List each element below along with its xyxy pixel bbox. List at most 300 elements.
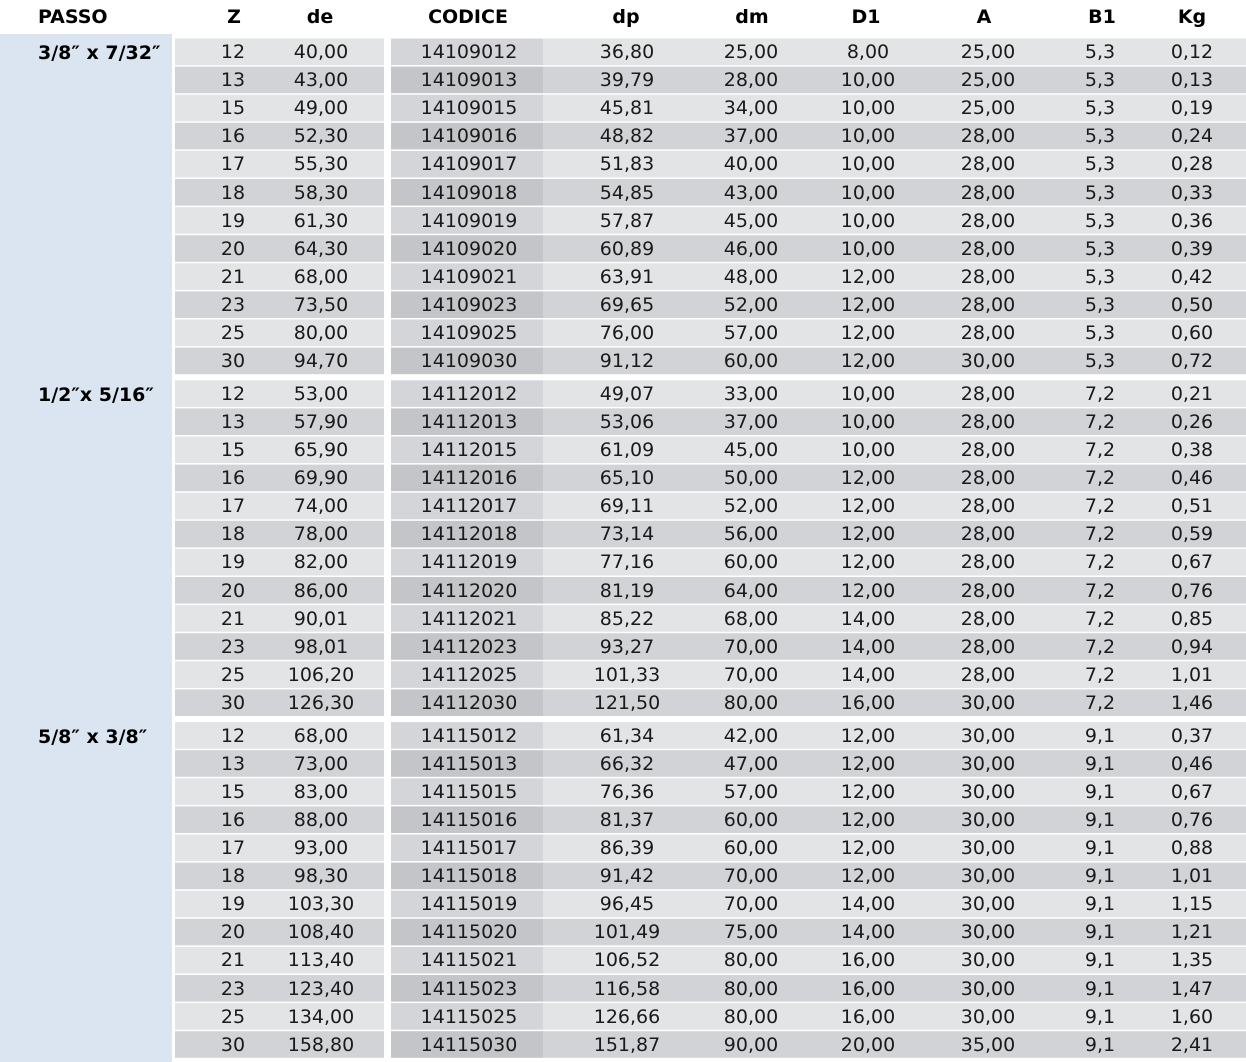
table-cell: 14112016: [420, 467, 518, 490]
table-cell: 30,00: [960, 837, 1016, 859]
table-cell: 16,00: [840, 977, 896, 1000]
table-cell: 14112017: [420, 495, 518, 518]
table-cell: 18: [220, 865, 246, 888]
table-cell: 61,30: [293, 209, 349, 232]
table-cell: 10,00: [840, 69, 896, 92]
table-cell: 70,00: [723, 893, 779, 916]
table-cell: 86,00: [293, 579, 349, 602]
table-cell: 70,00: [723, 635, 779, 658]
table-cell: 28,00: [960, 579, 1016, 602]
table-cell: 14115015: [420, 780, 518, 803]
table-cell: 14109017: [420, 153, 518, 176]
table-cell: 14,00: [840, 893, 896, 916]
table-cell: 14109030: [420, 350, 518, 373]
table-cell: 0,76: [1170, 808, 1214, 831]
col-header-passo: PASSO: [38, 6, 108, 28]
table-cell: 158,80: [287, 1033, 355, 1056]
table-cell: 40,00: [723, 153, 779, 176]
table-cell: 9,1: [1084, 893, 1116, 916]
table-cell: 83,00: [293, 780, 349, 803]
table-cell: 14109021: [420, 265, 518, 288]
table-cell: 0,50: [1170, 293, 1214, 316]
table-cell: 28,00: [960, 495, 1016, 518]
col-header-codice: CODICE: [428, 6, 508, 28]
table-cell: 57,00: [723, 780, 779, 803]
col-header-dm: dm: [735, 6, 769, 28]
table-cell: 60,89: [599, 237, 655, 260]
table-cell: 0,38: [1170, 439, 1214, 461]
table-cell: 76,00: [599, 322, 655, 344]
table-cell: 28,00: [960, 382, 1016, 405]
table-cell: 14112030: [420, 691, 518, 714]
table-cell: 20: [220, 921, 246, 944]
table-cell: 12,00: [840, 579, 896, 602]
table-cell: 75,00: [723, 921, 779, 944]
table-cell: 14112021: [420, 607, 518, 630]
table-cell: 14109025: [420, 322, 518, 344]
table-cell: 14,00: [840, 635, 896, 658]
table-cell: 151,87: [593, 1033, 661, 1056]
table-cell: 25: [220, 663, 246, 686]
table-cell: 13: [220, 410, 246, 433]
table-cell: 10,00: [840, 181, 896, 204]
table-cell: 14112020: [420, 579, 518, 602]
table-cell: 14112025: [420, 663, 518, 686]
table-cell: 0,12: [1170, 41, 1214, 63]
table-cell: 1,01: [1170, 865, 1214, 888]
table-cell: 64,30: [293, 237, 349, 260]
table-cell: 5,3: [1084, 69, 1116, 92]
table-cell: 0,59: [1170, 523, 1214, 546]
table-cell: 14112013: [420, 410, 518, 433]
table-cell: 1,15: [1170, 893, 1214, 916]
table-cell: 63,91: [599, 265, 655, 288]
table-cell: 14112018: [420, 523, 518, 546]
table-cell: 5,3: [1084, 237, 1116, 260]
table-cell: 30,00: [960, 780, 1016, 803]
table-cell: 9,1: [1084, 752, 1116, 775]
table-cell: 12,00: [840, 808, 896, 831]
table-cell: 14115019: [420, 893, 518, 916]
table-cell: 134,00: [287, 1005, 355, 1028]
table-cell: 23: [220, 977, 246, 1000]
table-cell: 28,00: [960, 439, 1016, 461]
table-cell: 30: [220, 1033, 246, 1056]
table-cell: 80,00: [723, 691, 779, 714]
table-cell: 25,00: [960, 97, 1016, 120]
table-cell: 0,42: [1170, 265, 1214, 288]
table-cell: 28,00: [960, 635, 1016, 658]
table-cell: 30,00: [960, 350, 1016, 373]
table-cell: 0,19: [1170, 97, 1214, 120]
table-cell: 108,40: [287, 921, 355, 944]
table-cell: 12,00: [840, 837, 896, 859]
table-cell: 0,94: [1170, 635, 1214, 658]
table-cell: 9,1: [1084, 977, 1116, 1000]
table-cell: 61,09: [599, 439, 655, 461]
table-cell: 21: [220, 265, 246, 288]
table-cell: 12,00: [840, 467, 896, 490]
table-cell: 60,00: [723, 551, 779, 574]
table-cell: 14109018: [420, 181, 518, 204]
table-cell: 0,67: [1170, 551, 1214, 574]
table-cell: 85,22: [599, 607, 655, 630]
table-cell: 21: [220, 607, 246, 630]
table-cell: 17: [220, 495, 246, 518]
table-cell: 88,00: [293, 808, 349, 831]
col-header-d1: D1: [851, 6, 881, 28]
table-cell: 28,00: [960, 551, 1016, 574]
table-cell: 116,58: [593, 977, 661, 1000]
table-cell: 0,28: [1170, 153, 1214, 176]
table-cell: 5,3: [1084, 181, 1116, 204]
table-cell: 5,3: [1084, 265, 1116, 288]
table-cell: 80,00: [723, 949, 779, 972]
table-cell: 106,52: [593, 949, 661, 972]
table-cell: 57,87: [599, 209, 655, 232]
table-cell: 126,30: [287, 691, 355, 714]
table-cell: 48,82: [599, 125, 655, 148]
table-cell: 73,14: [599, 523, 655, 546]
table-cell: 0,33: [1170, 181, 1214, 204]
table-cell: 10,00: [840, 153, 896, 176]
table-cell: 30,00: [960, 921, 1016, 944]
table-cell: 45,00: [723, 209, 779, 232]
table-cell: 28,00: [723, 69, 779, 92]
table-cell: 65,10: [599, 467, 655, 490]
table-cell: 53,00: [293, 382, 349, 405]
table-cell: 52,00: [723, 293, 779, 316]
table-cell: 7,2: [1084, 523, 1116, 546]
table-cell: 23: [220, 293, 246, 316]
table-cell: 58,30: [293, 181, 349, 204]
table-cell: 2,41: [1170, 1033, 1214, 1056]
table-cell: 34,00: [723, 97, 779, 120]
table-cell: 43,00: [293, 69, 349, 92]
table-cell: 68,00: [723, 607, 779, 630]
table-cell: 12,00: [840, 350, 896, 373]
table-cell: 7,2: [1084, 410, 1116, 433]
col-header-dp: dp: [612, 6, 640, 28]
table-cell: 35,00: [960, 1033, 1016, 1056]
table-cell: 33,00: [723, 382, 779, 405]
table-cell: 16: [220, 125, 246, 148]
table-cell: 12,00: [840, 523, 896, 546]
table-cell: 54,85: [599, 181, 655, 204]
table-cell: 14112023: [420, 635, 518, 658]
table-cell: 9,1: [1084, 724, 1116, 747]
table-cell: 15: [220, 97, 246, 120]
table-cell: 68,00: [293, 724, 349, 747]
table-cell: 93,00: [293, 837, 349, 859]
table-cell: 16,00: [840, 1005, 896, 1028]
table-cell: 10,00: [840, 97, 896, 120]
table-cell: 0,46: [1170, 467, 1214, 490]
table-cell: 5,3: [1084, 293, 1116, 316]
table-cell: 1,47: [1170, 977, 1214, 1000]
table-cell: 14109013: [420, 69, 518, 92]
table-cell: 21: [220, 949, 246, 972]
table-cell: 14115013: [420, 752, 518, 775]
table-cell: 98,30: [293, 865, 349, 888]
table-cell: 80,00: [723, 977, 779, 1000]
table-cell: 60,00: [723, 808, 779, 831]
table-cell: 20: [220, 579, 246, 602]
table-cell: 7,2: [1084, 579, 1116, 602]
table-cell: 106,20: [287, 663, 355, 686]
table-cell: 28,00: [960, 293, 1016, 316]
table-cell: 81,19: [599, 579, 655, 602]
table-cell: 7,2: [1084, 691, 1116, 714]
table-cell: 73,50: [293, 293, 349, 316]
passo-label: 5/8″ x 3/8″: [38, 725, 148, 748]
table-cell: 28,00: [960, 467, 1016, 490]
table-cell: 94,70: [293, 350, 349, 373]
table-cell: 10,00: [840, 439, 896, 461]
table-cell: 9,1: [1084, 1005, 1116, 1028]
table-cell: 121,50: [593, 691, 661, 714]
table-cell: 30,00: [960, 865, 1016, 888]
table-cell: 12,00: [840, 265, 896, 288]
table-cell: 60,00: [723, 350, 779, 373]
col-header-de: de: [306, 6, 334, 28]
table-cell: 47,00: [723, 752, 779, 775]
table-cell: 5,3: [1084, 41, 1116, 63]
table-cell: 0,37: [1170, 724, 1214, 747]
table-cell: 57,90: [293, 410, 349, 433]
table-cell: 14,00: [840, 663, 896, 686]
table-cell: 14115012: [420, 724, 518, 747]
table-cell: 16: [220, 467, 246, 490]
table-cell: 77,16: [599, 551, 655, 574]
col-header-kg: Kg: [1177, 6, 1207, 28]
table-cell: 14115030: [420, 1033, 518, 1056]
table-cell: 40,00: [293, 41, 349, 63]
table-cell: 13: [220, 69, 246, 92]
table-cell: 0,39: [1170, 237, 1214, 260]
table-cell: 0,72: [1170, 350, 1214, 373]
table-cell: 0,85: [1170, 607, 1214, 630]
table-cell: 12,00: [840, 724, 896, 747]
table-cell: 10,00: [840, 125, 896, 148]
table-cell: 7,2: [1084, 439, 1116, 461]
table-cell: 28,00: [960, 523, 1016, 546]
table-cell: 1,35: [1170, 949, 1214, 972]
table-cell: 5,3: [1084, 209, 1116, 232]
table-cell: 9,1: [1084, 780, 1116, 803]
table-cell: 9,1: [1084, 921, 1116, 944]
table-cell: 28,00: [960, 607, 1016, 630]
table-cell: 7,2: [1084, 663, 1116, 686]
table-cell: 10,00: [840, 237, 896, 260]
table-cell: 9,1: [1084, 837, 1116, 859]
passo-label: 1/2″x 5/16″: [38, 383, 154, 406]
table-cell: 18: [220, 181, 246, 204]
table-cell: 30: [220, 350, 246, 373]
table-cell: 25: [220, 1005, 246, 1028]
table-cell: 5,3: [1084, 97, 1116, 120]
table-cell: 43,00: [723, 181, 779, 204]
table-cell: 30,00: [960, 1005, 1016, 1028]
table-cell: 5,3: [1084, 322, 1116, 344]
table-cell: 25,00: [960, 41, 1016, 63]
table-cell: 45,00: [723, 439, 779, 461]
table-cell: 0,88: [1170, 837, 1214, 859]
table-cell: 86,39: [599, 837, 655, 859]
table-cell: 66,32: [599, 752, 655, 775]
table-cell: 12,00: [840, 293, 896, 316]
table-cell: 0,67: [1170, 780, 1214, 803]
table-cell: 9,1: [1084, 808, 1116, 831]
table-cell: 123,40: [287, 977, 355, 1000]
table-cell: 0,36: [1170, 209, 1214, 232]
table-cell: 1,21: [1170, 921, 1214, 944]
table-cell: 101,33: [593, 663, 661, 686]
table-cell: 70,00: [723, 865, 779, 888]
table-cell: 90,00: [723, 1033, 779, 1056]
table-cell: 37,00: [723, 125, 779, 148]
table-cell: 0,60: [1170, 322, 1214, 344]
table-cell: 16,00: [840, 949, 896, 972]
table-cell: 30,00: [960, 977, 1016, 1000]
table-cell: 91,12: [599, 350, 655, 373]
table-cell: 28,00: [960, 125, 1016, 148]
table-cell: 39,79: [599, 69, 655, 92]
table-cell: 30,00: [960, 949, 1016, 972]
table-cell: 37,00: [723, 410, 779, 433]
table-cell: 65,90: [293, 439, 349, 461]
table-cell: 19: [220, 893, 246, 916]
table-cell: 81,37: [599, 808, 655, 831]
table-cell: 42,00: [723, 724, 779, 747]
table-cell: 14112015: [420, 439, 518, 461]
table-cell: 46,00: [723, 237, 779, 260]
table-cell: 68,00: [293, 265, 349, 288]
table-cell: 9,1: [1084, 949, 1116, 972]
table-cell: 90,01: [293, 607, 349, 630]
table-cell: 12,00: [840, 322, 896, 344]
table-cell: 20: [220, 237, 246, 260]
table-cell: 14109016: [420, 125, 518, 148]
table-cell: 7,2: [1084, 635, 1116, 658]
table-cell: 49,00: [293, 97, 349, 120]
table-cell: 36,80: [599, 41, 655, 63]
table-cell: 57,00: [723, 322, 779, 344]
table-cell: 101,49: [593, 921, 661, 944]
table-cell: 25: [220, 322, 246, 344]
table-cell: 14109012: [420, 41, 518, 63]
table-cell: 28,00: [960, 410, 1016, 433]
table-cell: 48,00: [723, 265, 779, 288]
table-cell: 0,26: [1170, 410, 1214, 433]
table-cell: 7,2: [1084, 467, 1116, 490]
table-cell: 16,00: [840, 691, 896, 714]
table-cell: 76,36: [599, 780, 655, 803]
table-cell: 0,24: [1170, 125, 1214, 148]
table-cell: 53,06: [599, 410, 655, 433]
table-cell: 9,1: [1084, 1033, 1116, 1056]
table-cell: 12: [220, 724, 246, 747]
table-cell: 14109020: [420, 237, 518, 260]
table-cell: 12: [220, 382, 246, 405]
table-cell: 93,27: [599, 635, 655, 658]
col-header-b1: B1: [1088, 6, 1116, 28]
table-cell: 113,40: [287, 949, 355, 972]
table-cell: 16: [220, 808, 246, 831]
table-cell: 61,34: [599, 724, 655, 747]
table-cell: 17: [220, 837, 246, 859]
table-cell: 103,30: [287, 893, 355, 916]
table-cell: 25,00: [960, 69, 1016, 92]
table-cell: 14109015: [420, 97, 518, 120]
table-cell: 12,00: [840, 865, 896, 888]
table-cell: 14115020: [420, 921, 518, 944]
table-cell: 30,00: [960, 691, 1016, 714]
table-cell: 5,3: [1084, 125, 1116, 148]
table-cell: 28,00: [960, 153, 1016, 176]
table-cell: 15: [220, 780, 246, 803]
table-cell: 14112019: [420, 551, 518, 574]
table-cell: 10,00: [840, 410, 896, 433]
table-cell: 55,30: [293, 153, 349, 176]
table-cell: 12: [220, 41, 246, 63]
table-cell: 30,00: [960, 724, 1016, 747]
passo-label: 3/8″ x 7/32″: [38, 42, 161, 64]
table-cell: 69,65: [599, 293, 655, 316]
table-cell: 10,00: [840, 382, 896, 405]
table-cell: 20,00: [840, 1033, 896, 1056]
table-cell: 5,3: [1084, 350, 1116, 373]
table-cell: 10,00: [840, 209, 896, 232]
table-cell: 14109023: [420, 293, 518, 316]
table-cell: 70,00: [723, 663, 779, 686]
table-cell: 28,00: [960, 322, 1016, 344]
table-cell: 7,2: [1084, 607, 1116, 630]
table-cell: 17: [220, 153, 246, 176]
table-cell: 5,3: [1084, 153, 1116, 176]
table-cell: 28,00: [960, 663, 1016, 686]
table-cell: 12,00: [840, 551, 896, 574]
table-cell: 49,07: [599, 382, 655, 405]
table-cell: 14112012: [420, 382, 518, 405]
table-cell: 45,81: [599, 97, 655, 120]
table-cell: 91,42: [599, 865, 655, 888]
table-cell: 56,00: [723, 523, 779, 546]
table-cell: 30: [220, 691, 246, 714]
table-cell: 78,00: [293, 523, 349, 546]
table-cell: 98,01: [293, 635, 349, 658]
table-cell: 64,00: [723, 579, 779, 602]
table-cell: 14115021: [420, 949, 518, 972]
table-cell: 52,30: [293, 125, 349, 148]
table-cell: 30,00: [960, 808, 1016, 831]
table-cell: 0,51: [1170, 495, 1214, 518]
table-cell: 96,45: [599, 893, 655, 916]
table-cell: 14115016: [420, 808, 518, 831]
table-cell: 28,00: [960, 265, 1016, 288]
table-cell: 82,00: [293, 551, 349, 574]
table-cell: 23: [220, 635, 246, 658]
table-cell: 13: [220, 752, 246, 775]
table-cell: 7,2: [1084, 495, 1116, 518]
table-cell: 14,00: [840, 921, 896, 944]
table-cell: 0,76: [1170, 579, 1214, 602]
table-cell: 0,46: [1170, 752, 1214, 775]
col-header-a: A: [976, 6, 992, 28]
table-cell: 28,00: [960, 237, 1016, 260]
table-cell: 12,00: [840, 780, 896, 803]
table-cell: 0,21: [1170, 382, 1214, 405]
